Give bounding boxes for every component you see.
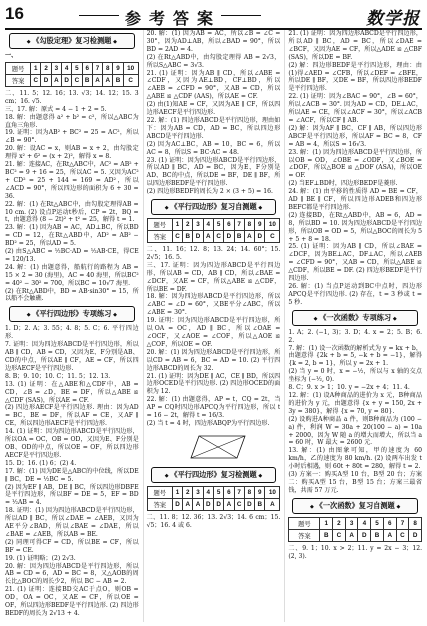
answer-line: (2) 当 t = 4 时，四边形ABQP为平行四边形. <box>146 419 270 427</box>
answer-cell: A <box>183 498 193 510</box>
answer-cell: C <box>396 529 409 541</box>
answer-line: 12. 解：(1) 设A种商品的进价为 x 元，B种商品的进价为 y 元，由题意得 {x + y = 150, 2x + 3y = 380}，解得 {x = 70, y = 80}. <box>288 391 423 415</box>
table-header-answer: 答案 <box>289 529 320 541</box>
answer-line: 24. 解：(1) 由平移的性质得 AD = BE = CF，AD ∥ BE ∥ CF，所以四边形ADEB和四边形BEFC都是平行四边形. <box>288 188 423 211</box>
question-number-cell: 9 <box>113 62 123 74</box>
question-number-cell: 8 <box>103 62 113 74</box>
answer-cell: A <box>103 74 113 86</box>
answer-cell: A <box>224 498 234 510</box>
answer-line: 20. 解：因为四边形ABCD是平行四边形，所以AB = CD = 6，AD = BC = 8，又△AOB的周长比△BOC的周长少2，所以 BC − AB = 2. <box>5 562 139 586</box>
answer-cell: C <box>333 529 346 541</box>
answer-line: 7. 证明：因为四边形ABCD是平行四边形，所以AB ∥ CD，AB = CD，又因为E、F分别是AB、CD的中点，所以AE ∥ CF，AE = CF，所以四边形AECF是平行四边形. <box>5 341 139 372</box>
answer-cell: C <box>172 231 182 243</box>
answer-line: (2) 因为EF ∥ AB，DE ∥ BC，所以四边形DBFE是平行四边形，所以BF = DE = 5，EF = BD = ½AB = 4. <box>5 483 139 507</box>
answer-line: (2) 同理可得CF = CD，所以BE = CF，所以BF = CE. <box>5 538 139 554</box>
question-number-cell: 1 <box>172 486 182 498</box>
section-title-linear-function-practice: ◆ 《一次函数》专项练习 ◆ <box>292 310 418 326</box>
answer-cell: B <box>183 231 193 243</box>
answer-line: 26. 解：(1) 当点P运动到BC中点时，四边形APCQ是平行四边形. (2) 存在，t = 3 秒或 t = 5 秒. <box>288 283 423 306</box>
answer-cell: A <box>92 74 102 86</box>
question-number-cell: 1 <box>31 62 41 74</box>
question-number-cell: 7 <box>234 486 244 498</box>
answer-line: 22. 解：(1) 由题意得，AP = t，CQ = 2t，当AP = CQ时四边形APCQ为平行四边形，所以 t = 16 − 2t，解得 t = 16/3. <box>146 396 281 420</box>
answer-line: (2) 因为AC⊥BC，AB = 10，BC = 6，所以AC = 8，所以S = BC·AC = 48. <box>146 140 281 156</box>
question-number-cell: 8 <box>244 219 254 231</box>
answer-line: 7. 解：(1) 设一次函数的解析式为 y = kx + b，由题意得 {2k + b = 5, −k + b = −1}，解得 {k = 2, b = 1}，所以 y = 2x + 1. <box>288 344 423 368</box>
answer-line: (2) 四边形AECF是平行四边形. 理由：因为AD = BC，BE = DF，所以AF = CE，又AF ∥ CE，所以四边形AECF是平行四边形. <box>5 404 139 428</box>
answer-line: 18. 解：因为四边形ABCD是平行四边形，所以∠ABC = ∠D = 60°，又BE平分∠ABC，所以∠ABE = 30°. <box>146 293 281 317</box>
table-header-question: 题号 <box>147 486 172 498</box>
answer-line: (2) 在Rt△ABD中，由勾股定理得 AB = 2√3，所以S△ABC = 3√3. <box>146 53 281 69</box>
question-number-cell: 5 <box>72 62 82 74</box>
answer-cell: D <box>409 529 422 541</box>
answer-table-2 <box>147 218 281 243</box>
section-title-parallelogram-practice: ◆ 《平行四边形》专项练习 ◆ <box>9 306 135 322</box>
answer-line: (2) 当EF⊥BD时，四边形BEDF是菱形. <box>288 180 398 188</box>
answer-cell: B <box>255 498 265 510</box>
answer-line: 13. 解：(1) 由图象可知，甲的速度为 60 km/h，乙的速度为 80 km/h. (2) 设两车出发 t 小时后相遇，则 60t + 80t = 280，解得 t = 2. <box>288 447 423 471</box>
answers-block-pythagorean <box>5 90 139 303</box>
answer-line: 22. 解：(1) 在Rt△ABC中，由勾股定理得AB = 10 cm. (2) 设点P运动t秒后，CP = 2t，BQ = t，由题意得 (8 − 2t)² + t² = 25，解得 t = 1. <box>5 200 139 224</box>
answer-line: (3) 方案一：购买A型 10 台，B型 20 台；方案二：购买A型 15 台，B型 15 台；方案三最省钱，共需 57 万元. <box>288 471 423 494</box>
answers-block-parallelogram-check <box>147 514 281 530</box>
answer-line: 20. 解：(1) 因为AB = AC，所以∠B = ∠C = 30°，因为AD⊥AB，所以∠BAD = 90°，所以BD = 2AD = 4. <box>146 30 281 53</box>
answer-line: 二、9. 1；10. x > 2；11. y = 2x − 3；12. (2, 3). <box>288 544 423 560</box>
answer-cell: B <box>371 529 384 541</box>
question-number-cell: 3 <box>193 219 203 231</box>
page-title: 参考答案 <box>125 6 221 29</box>
geometry-figure <box>179 430 249 464</box>
question-number-cell: 5 <box>371 517 384 529</box>
answers-block-parallelogram-selftest <box>147 246 281 428</box>
column-middle <box>143 30 281 622</box>
question-number-cell: 2 <box>183 219 193 231</box>
answer-table-1 <box>5 62 139 87</box>
question-number-cell: 4 <box>203 219 213 231</box>
answer-line: 20. 解：设AC = x，则AB = x + 2，由勾股定理得 x² + 6² = (x + 2)²，解得 x = 8. <box>5 145 139 161</box>
column-left <box>5 30 139 622</box>
answer-line: 21. (1) 证明：因为AB ∥ CD，所以∠ABE = ∠CDF，又因为AE⊥BD，CF⊥BD，所以∠AEB = ∠CFD = 90°，又AB = CD，所以△ABE ≌ △CDF (AAS)，所以AE = CF. <box>146 69 281 101</box>
section-title-parallelogram-selftest: ◆ 《平行四边形》复习自测题 ◆ <box>151 199 277 215</box>
answer-line: 1. A；2. (−1, 3)；3. D；4. x = 2；5. B；6. 2. <box>288 328 423 344</box>
answer-line: (2) 解：四边形BEDF是平行四边形，理由：由(1)得∠AED = ∠CFB，所以∠DEF = ∠BFE，所以DE ∥ BF，又DE = BF，所以四边形BEDF是平行四边形. <box>288 61 423 93</box>
answers-block-parallelogram-practice <box>5 325 139 618</box>
answer-line: 二、11. 8；12. 36；13. 2√3；14. 6 cm；15. √5；16. 4 或 6. <box>146 513 281 529</box>
answer-line: 23. 解：(1) 因为四边形ABCD是平行四边形，所以OB = OD，∠OBE = ∠ODF，又∠BOE = ∠DOF，所以△BOE ≌ △DOF (ASA)，所以OE = OF. <box>288 148 423 180</box>
answer-line: 25. (1) 证明：因为AB ∥ CD，所以∠BAE = ∠DCF，因为BE⊥AC，DF⊥AC，所以∠AEB = ∠CFD = 90°，又AB = CD，所以△ABE ≌ △CDF，所以BE = DF. (2) 四边形BEDF是平行四边形. <box>288 243 423 283</box>
question-number-cell: 6 <box>383 517 396 529</box>
answer-cell: C <box>72 74 82 86</box>
answer-cell: D <box>255 231 265 243</box>
answer-line: 23. (1) 证明：因为四边形ABCD是平行四边形，所以AD ∥ BC，AD = BC，因为E、F分别是AD、BC的中点，所以DE = BF，DE ∥ BF，所以四边形BEDF是平行四边形. <box>146 156 281 188</box>
page-header <box>5 4 422 30</box>
section-title-linear-function-selftest: ◆ 《一次函数》复习自测题 ◆ <box>292 498 418 514</box>
answer-line: (2) 四边形BEDF的周长为 2 × (3 + 5) = 16. <box>146 188 273 196</box>
question-number-cell: 9 <box>255 486 265 498</box>
question-number-cell: 1 <box>320 517 333 529</box>
question-number-cell: 5 <box>213 486 223 498</box>
answer-cell: D <box>172 498 182 510</box>
answer-cell: A <box>203 231 213 243</box>
answer-cell: B <box>234 231 244 243</box>
answer-cell: A <box>193 498 203 510</box>
answer-line: 21. (1) 证明：因为四边形ABCD是平行四边形，所以AD ∥ BC，AD = BC，所以∠DAE = ∠BCF，又因为AE = CF，所以△ADE ≌ △CBF (SAS)，所以DE = BF. <box>288 30 423 61</box>
answer-cell: D <box>213 498 223 510</box>
question-number-cell: 1 <box>172 219 182 231</box>
answer-cell: C <box>123 74 138 86</box>
question-number-cell: 3 <box>345 517 358 529</box>
answer-cell: D <box>358 529 371 541</box>
answer-line: (2) 在Rt△ABD中，BD = AB·sin30° = 15，所以船不会触礁. <box>5 287 139 303</box>
question-number-cell: 9 <box>255 219 265 231</box>
newspaper-brand: 数学报 <box>366 9 420 29</box>
answer-line: 17. 解：(1) 因为DE是△ABC的中位线，所以DE ∥ BC，DE = ½BC = 5. <box>5 467 139 483</box>
answer-line: (2) 由S△ABC = ½BC·AD = ½AB·CE，得CE = 120/13. <box>5 248 139 263</box>
question-number-cell: 6 <box>224 486 234 498</box>
section-title-parallelogram-check: ◆ 《平行四边形》复习检测题 ◆ <box>151 467 277 483</box>
answer-cell: B <box>113 74 123 86</box>
part-one-label: 一、 <box>5 52 18 59</box>
answer-line: 21. 解：连接AC，在Rt△ABC中，AC² = AB² + BC² = 9 + 16 = 25，所以AC = 5. 又因为AC² + CD² = 25 + 144 = 169 = AD²，所以∠ACD = 90°，所以四边形的面积为 6 + 30 = 36. <box>5 161 139 200</box>
answer-line: 21. (1) 证明：连接BD交AC于点O，则OB = OD，OA = OC，又AE = CF，所以OE = OF，所以四边形BEDF是平行四边形. (2) 四边形BEDF的周长为 2√13 + 4. <box>5 586 139 617</box>
answer-cell: D <box>41 74 51 86</box>
answer-line: 二、11. 5；12. 16；13. √3；14. 12；15. 3 cm；16. √5. <box>5 89 139 105</box>
answer-line: 22. (1) 证明：因为∠BAC = 90°，∠B = 60°，所以∠ACB = 30°. 因为AD = CD，DE⊥AC，所以AE = CE，所以∠ACF = 30°，所以∠ACB = ∠ACF，所以CF ∥ AB. <box>288 93 423 124</box>
question-number-cell: 6 <box>82 62 92 74</box>
question-number-cell: 2 <box>183 486 193 498</box>
answer-cell: B <box>82 74 92 86</box>
question-number-cell: 2 <box>333 517 346 529</box>
table-header-question: 题号 <box>147 219 172 231</box>
answer-cell: C <box>234 498 244 510</box>
answer-table-3 <box>147 486 281 511</box>
answers-block-linear-function-selftest <box>288 545 422 561</box>
answer-line: 三、17. 解：原式 = 4 − 1 + 2 = 5. <box>5 105 107 113</box>
question-number-cell: 8 <box>244 486 254 498</box>
answer-line: 22. 解：(1) 四边形ABCD是平行四边形，理由如下：因为AB = CD，AD = BC，所以四边形ABCD是平行四边形. <box>146 116 281 140</box>
question-number-cell: 5 <box>213 219 223 231</box>
answer-cell: A <box>345 529 358 541</box>
answer-line: 三、17. 证明：因为四边形ABCD是平行四边形，所以AB = CD，AB ∥ CD，所以∠BAE = ∠DCF，又AE = CF，所以△ABE ≌ △CDF，所以BE = DF. <box>146 261 281 293</box>
answer-line: (2) 连接BD，在Rt△ABD中，AB = 6，AD = 8，所以BD = 10. 因为四边形ABCD是平行四边形，所以OB = OD = 5，所以△BOC的周长为 5 + 5 + 8 = 18. <box>288 211 423 243</box>
question-number-cell: 10 <box>265 486 280 498</box>
answer-cell: A <box>244 231 254 243</box>
answer-cell: B <box>320 529 333 541</box>
answer-line: 13. (1) 证明：在△ABE和△CDF中，AB = CD，∠B = ∠D，BE = DF，所以△ABE ≌ △CDF (SAS)，所以AE = CF. <box>5 380 139 404</box>
answer-line: 21. (1) 证明：因为DE ∥ AC，CE ∥ BD，所以四边形OCED是平行四边形. (2) 四边形OCED的面积为 12. <box>146 372 281 396</box>
answer-cell: C <box>31 74 41 86</box>
answer-cell: D <box>203 498 213 510</box>
answer-line: (2) 当 y = 0 时，x = −½，所以与 x 轴的交点坐标为 (−½, 0). <box>288 368 423 384</box>
table-header-answer: 答案 <box>6 74 31 86</box>
answer-line: 8. C；9. x > 1；10. y = −2x + 4；11. 4. <box>288 384 410 392</box>
answer-cell: D <box>193 231 203 243</box>
answers-block-linear-function-practice <box>288 329 422 495</box>
answer-cell: D <box>62 74 72 86</box>
answer-line: 14. (1) 证明：因为四边形ABCD是平行四边形，所以OA = OC，OB = OD，又因为E、F分别是OB、OD的中点，所以OE = OF，所以四边形AECF是平行四边形. <box>5 428 139 459</box>
question-number-cell: 7 <box>396 517 409 529</box>
page-number: 16 <box>5 4 24 23</box>
answer-cell: D <box>224 231 234 243</box>
question-number-cell: 4 <box>62 62 72 74</box>
answer-line: 19. 证明：因为AB² + BC² = 25 = AC²，所以∠B = 90°. <box>5 129 139 145</box>
answer-line: 15. D；16. (1) 6；(2) 4. <box>5 459 77 467</box>
answer-line: 19. 证明：因为四边形ABCD是平行四边形，所以OA = OC，AD ∥ BC，所以∠OAE = ∠OCF，又∠AOE = ∠COF，所以△AOE ≌ △COF，所以OE = OF. <box>146 317 281 348</box>
question-number-cell: 3 <box>193 486 203 498</box>
answer-line: (2) 解：因为AF ∥ BC，CF ∥ AB，所以四边形ABCF是平行四边形，所以AF = BC = 8，CF = AB = 4，所以S = 16√3. <box>288 124 423 148</box>
table-header-answer: 答案 <box>147 231 172 243</box>
answer-line: 18. 解：由题意得 a² + b² = c²，所以△ABC为直角三角形. <box>5 113 139 129</box>
question-number-cell: 10 <box>265 219 280 231</box>
answer-columns <box>5 30 422 622</box>
question-number-cell: 3 <box>51 62 61 74</box>
answer-line: 20. 解：(1) 因为四边形ABCD是平行四边形，所以CD = AB = 6，BC = AD = 10. (2) 平行四边形ABCD的周长为 32. <box>146 348 281 372</box>
answer-line: 19. (1) 证明略；(2) 2√3. <box>5 554 76 562</box>
answer-line: 1. D；2. A；3. 55；4. 8；5. C；6. 平行四边形. <box>5 325 139 341</box>
answers-block-continued-right <box>288 30 422 307</box>
question-number-cell: 4 <box>358 517 371 529</box>
question-number-cell: 2 <box>41 62 51 74</box>
answer-line: (2) 由(1)知AE = CF，又因为AE ∥ CF，所以四边形AECF是平行四边形. <box>146 101 281 117</box>
answer-line: 24. 解：(1) 由题意得，船航行的路程为 AB = 15 × 2 = 30 (海里)，AC = 40 海里，所以BC² = 40² − 30² = 700，所以BC = 10√7 海里. <box>5 263 139 287</box>
question-number-cell: 8 <box>409 517 422 529</box>
question-number-cell: 7 <box>92 62 102 74</box>
answer-cell: C <box>213 231 223 243</box>
answer-line: 23. 解：(1) 因为AB = AC，AD⊥BC，所以BD = CD = 12，在Rt△ABD中，AD² = AB² − BD² = 25，所以AD = 5. <box>5 224 139 248</box>
answers-block-continued <box>147 30 281 196</box>
answer-cell: A <box>383 529 396 541</box>
question-number-cell: 4 <box>203 486 213 498</box>
table-header-question: 题号 <box>6 62 31 74</box>
answer-cell: D <box>244 498 254 510</box>
answer-line: 18. 证明：(1) 因为四边形ABCD是平行四边形，所以AD ∥ BC，所以∠DAE = ∠AEB，又因为AE平分∠BAD，所以∠BAE = ∠DAE，所以∠BAE = ∠AEB，所以AB = BE. <box>5 507 139 538</box>
answer-cell: A <box>265 498 280 510</box>
answer-line: 二、11. 16；12. 8；13. 24；14. 60°；15. 2√5；16. 5. <box>146 246 281 261</box>
question-number-cell: 7 <box>234 219 244 231</box>
section-title-pythagorean-review: ◆ 《勾股定理》复习检测题 ◆ <box>9 33 135 49</box>
answer-cell: A <box>51 74 61 86</box>
table-header-answer: 答案 <box>147 498 172 510</box>
answer-line: 8. B；9. 10；10. C；11. 5；12. 13. <box>5 372 111 380</box>
column-right <box>284 30 422 622</box>
question-number-cell: 6 <box>224 219 234 231</box>
answer-line: (2) 设购进A种商品 a 件，则B种商品为 (100 − a) 件，利润 W = 30a + 20(100 − a) = 10a + 2000，因为 W 随 a 的增大而增大，所以当 a = 60 时，W 最大 = 2600 元. <box>288 415 423 447</box>
table-header-question: 题号 <box>289 517 320 529</box>
answer-cell: C <box>265 231 280 243</box>
question-number-cell: 10 <box>123 62 138 74</box>
answer-table-4 <box>288 517 422 542</box>
